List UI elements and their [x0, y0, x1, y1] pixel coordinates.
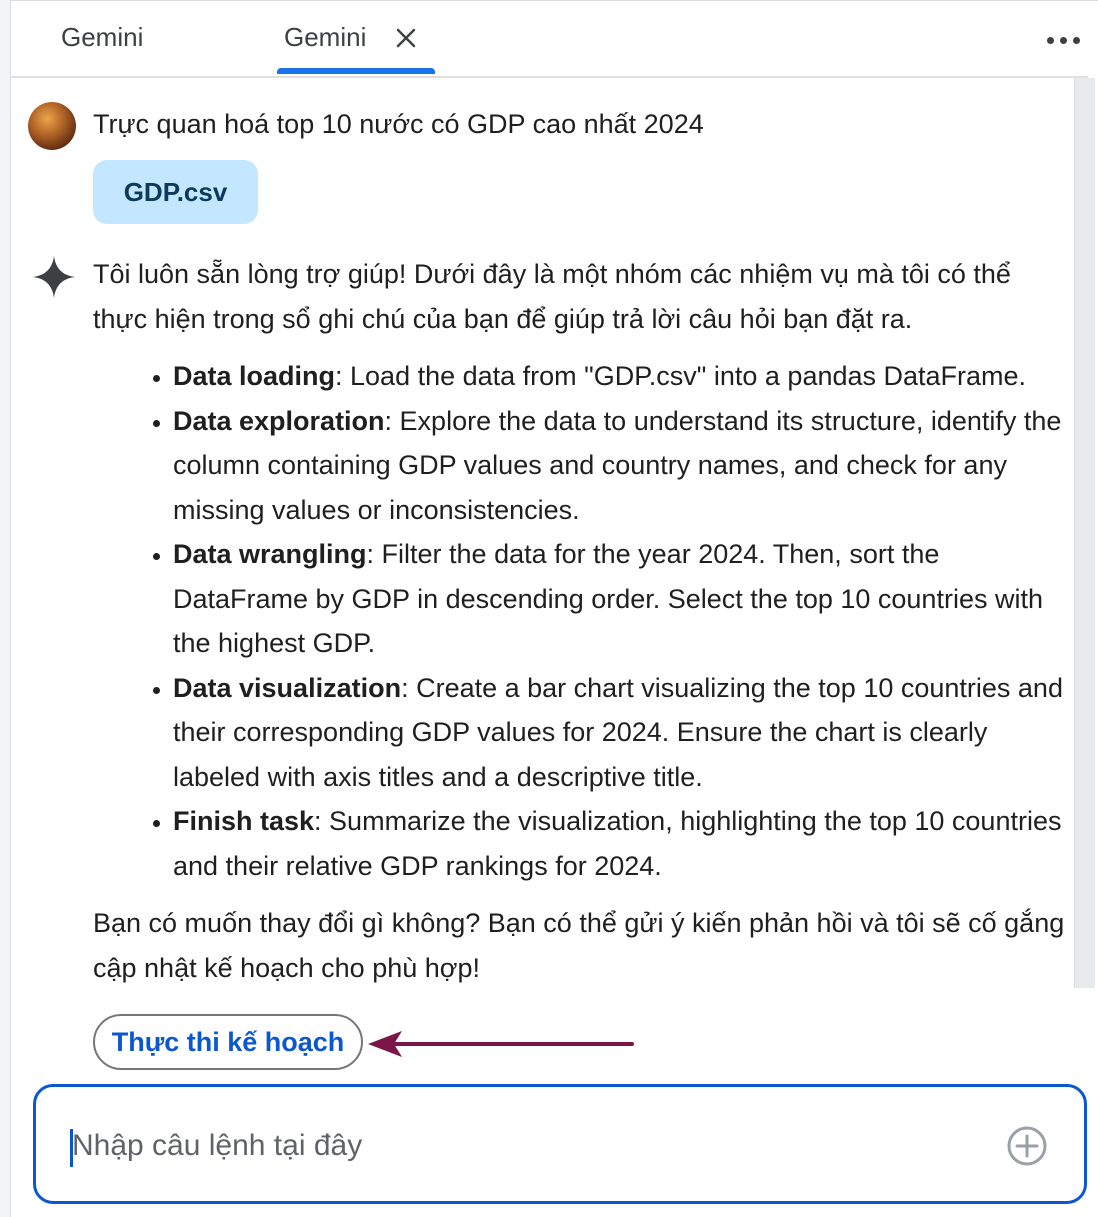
plan-steps-list: [93, 354, 1068, 888]
prompt-input[interactable]: [70, 1115, 954, 1177]
plan-step-desc: : Filter the data for the year 2024. Then, sort the DataFrame by GDP in descending order. Select the top 10 countries with the highest GDP.: [173, 539, 1043, 658]
user-avatar: [28, 102, 76, 150]
plan-step: [173, 354, 1068, 399]
plan-step: [173, 666, 1068, 800]
gemini-spark-icon: [31, 254, 77, 300]
gemini-response: [93, 252, 1068, 990]
plan-step: [173, 399, 1068, 533]
tab-gemini-1[interactable]: Gemini: [61, 22, 144, 52]
plan-step-desc: : Explore the data to understand its structure, identify the column containing GDP values and country names, and check for any missing values or inconsistencies.: [173, 405, 1062, 525]
add-circle-icon[interactable]: [1006, 1125, 1048, 1167]
plan-step: [173, 532, 1068, 666]
response-intro: Tôi luôn sẵn lòng trợ giúp! Dưới đây là một nhóm các nhiệm vụ mà tôi có thể thực hiện trong sổ ghi chú của bạn để giúp trả lời câu hỏi bạn đặt ra.: [93, 259, 1011, 334]
plan-step-desc: : Load the data from "GDP.csv" into a pandas DataFrame.: [335, 361, 1027, 391]
tab-gemini-2[interactable]: Gemini: [284, 22, 367, 52]
active-tab-indicator: [277, 68, 435, 74]
attachment-chip[interactable]: GDP.csv: [93, 160, 258, 224]
plan-step-title: Data loading: [173, 361, 336, 391]
response-closing: Bạn có muốn thay đổi gì không? Bạn có thể gửi ý kiến phản hồi và tôi sẽ cố gắng cập nhật kế hoạch cho phù hợp!: [93, 908, 1065, 983]
tab-bar: [10, 0, 1088, 78]
more-vert-icon[interactable]: [1038, 26, 1088, 54]
plan-step-title: Finish task: [173, 806, 315, 836]
plan-step-title: Data exploration: [173, 405, 385, 436]
close-icon[interactable]: [394, 24, 418, 52]
scrollbar[interactable]: [1074, 78, 1095, 988]
plan-step-desc: : Summarize the visualization, highlighting the top 10 countries and their relative GDP rankings for 2024.: [173, 806, 1062, 881]
plan-step-title: Data wrangling: [173, 539, 367, 569]
plan-step-desc: : Create a bar chart visualizing the top 10 countries and their corresponding GDP values for 2024. Ensure the chart is clearly labeled with axis titles and a descriptive title.: [173, 672, 1063, 792]
execute-plan-button[interactable]: Thực thi kế hoạch: [93, 1014, 363, 1070]
prompt-input-box[interactable]: [33, 1084, 1087, 1204]
plan-step-title: Data visualization: [173, 672, 402, 703]
user-prompt-text: Trực quan hoá top 10 nước có GDP cao nhất 2024: [93, 109, 704, 139]
plan-step: [173, 799, 1068, 888]
left-arrow-annotation: [366, 1028, 636, 1060]
